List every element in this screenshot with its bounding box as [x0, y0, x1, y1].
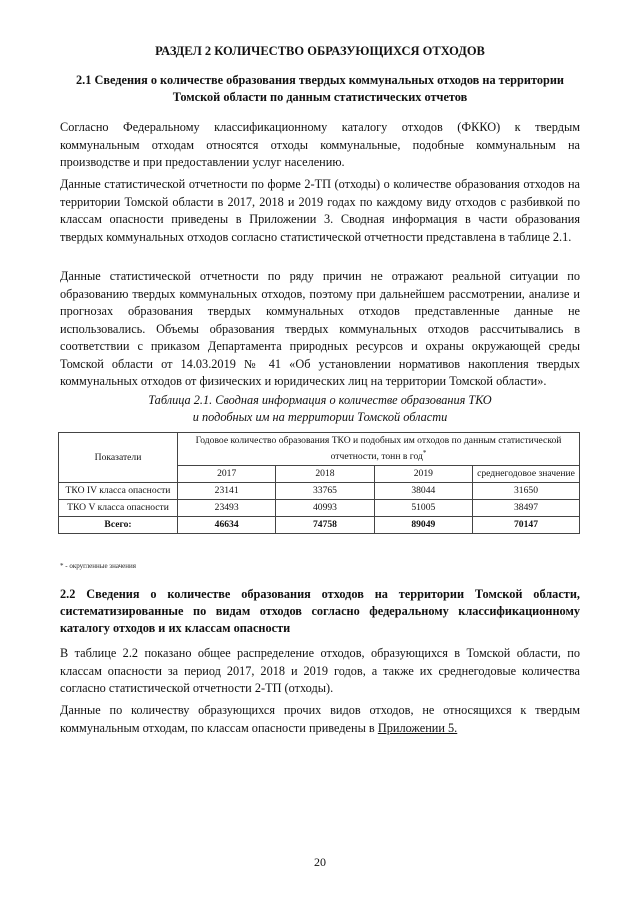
cell-value: 38497 [473, 500, 580, 517]
subsection-2-1-title: 2.1 Сведения о количестве образования твердых коммунальных отходов на территории Томской области по данным статистических отчетов [76, 73, 564, 104]
total-value: 89049 [374, 517, 472, 534]
table-caption-line2: и подобных им на территории Томской области [192, 410, 448, 424]
cell-value: 33765 [276, 483, 374, 500]
cell-value: 23141 [178, 483, 276, 500]
cell-value: 31650 [473, 483, 580, 500]
header-average: среднегодовое значение [473, 466, 580, 483]
cell-value: 23493 [178, 500, 276, 517]
total-label: Всего: [59, 517, 178, 534]
table-caption [60, 392, 580, 426]
appendix-5-link[interactable]: Приложении 5. [377, 720, 458, 735]
paragraph-appendix-5 [60, 702, 580, 737]
table-total-row [59, 517, 580, 534]
cell-value: 38044 [374, 483, 472, 500]
paragraph-reliability: Данные статистической отчетности по ряду причин не отражают реальной ситуации по образованию твердых коммунальных отходов, поэтому при дальнейшем рассмотрении, анализе и прогнозах образования твердых коммунальных отходов представленные данные не использовались. Объемы образования твердых коммунальных отходов рассчитывались в соответствии с приказом Департамента природных ресурсов и охраны окружающей среды Томской области от 14.03.2019 № 41 «Об установлении нормативов накопления твердых коммунальных отходов от физических и юридических лиц на территории Томской области». [60, 269, 580, 388]
paragraph-fkko: Согласно Федеральному классификационному каталогу отходов (ФККО) к твердым коммунальным отходам относятся отходы коммунальные, подобные коммунальным на производстве и при предоставлении услуг населению. [60, 120, 580, 169]
total-value: 70147 [473, 517, 580, 534]
header-indicator: Показатели [59, 433, 178, 483]
cell-value: 40993 [276, 500, 374, 517]
header-year: 2019 [374, 466, 472, 483]
row-label: ТКО IV класса опасности [59, 483, 178, 500]
table-row [59, 500, 580, 517]
tko-summary-table [58, 432, 580, 534]
page-number: 20 [314, 855, 326, 869]
header-group-text: Годовое количество образования ТКО и подобных им отходов по данным статистической отчетности, тонн в год [195, 435, 562, 463]
header-group-mark: * [422, 449, 427, 457]
subsection-2-2-title: 2.2 Сведения о количестве образования отходов на территории Томской области, систематизированные по видам отходов согласно федеральному классификационному каталогу отходов и их классам опасности [60, 587, 580, 635]
total-value: 74758 [276, 517, 374, 534]
header-year: 2018 [276, 466, 374, 483]
paragraph-table-2-2: В таблице 2.2 показано общее распределение отходов, образующихся в Томской области, по классам опасности за период 2017, 2018 и 2019 годов, а также их среднегодовые количества согласно статистической отчетности 2-ТП (отходы). [60, 646, 580, 695]
row-label: ТКО V класса опасности [59, 500, 178, 517]
paragraph-statistics: Данные статистической отчетности по форме 2-ТП (отходы) о количестве образования отходов на территории Томской области в 2017, 2018 и 2019 годах по каждому виду отходов с разбивкой по классам опасности приведены в Приложении 3. Сводная информация в части образования твердых коммунальных отходов согласно статистической отчетности представлена в таблице 2.1. [60, 177, 580, 244]
table-footnote: * - округленные значения [60, 562, 136, 570]
paragraph-appendix-text: Данные по количеству образующихся прочих видов отходов, не относящихся к твердым коммунальным отходам, по классам опасности приведены в [60, 703, 580, 735]
cell-value: 51005 [374, 500, 472, 517]
table-row [59, 483, 580, 500]
section-title: РАЗДЕЛ 2 КОЛИЧЕСТВО ОБРАЗУЮЩИХСЯ ОТХОДОВ [155, 44, 485, 58]
table-caption-line1: Таблица 2.1. Сводная информация о количестве образования ТКО [148, 393, 492, 407]
header-year: 2017 [178, 466, 276, 483]
total-value: 46634 [178, 517, 276, 534]
header-group [178, 433, 580, 466]
